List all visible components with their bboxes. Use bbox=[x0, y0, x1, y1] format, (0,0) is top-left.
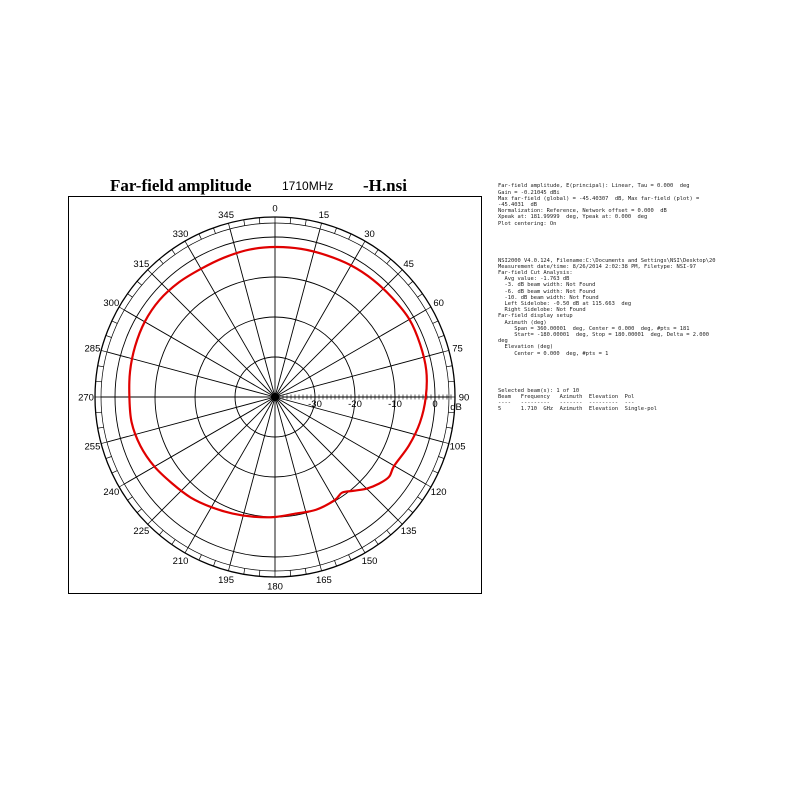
angle-tick-label: 285 bbox=[84, 343, 101, 355]
polar-chart bbox=[68, 196, 482, 594]
db-tick-label: -20 bbox=[348, 399, 362, 410]
radial-unit-label: dB bbox=[450, 402, 462, 413]
info-line: Gain = -0.21045 dBi bbox=[498, 189, 560, 196]
info-block-analysis bbox=[498, 258, 798, 357]
outer-tick bbox=[148, 520, 152, 524]
info-line: -6. dB beam width: Not Found bbox=[498, 288, 596, 295]
info-line: Start= -180.00001 deg, Stop = 180.00001 deg, Delta = 2.000 bbox=[498, 332, 709, 339]
title-file: -H.nsi bbox=[363, 176, 407, 195]
outer-tick bbox=[349, 555, 352, 560]
outer-tick bbox=[433, 321, 438, 324]
info-line: Measurement date/time: 8/26/2014 2:02:38 PM, Filetype: NSI-97 bbox=[498, 263, 696, 270]
outer-tick bbox=[128, 294, 133, 297]
info-block-summary bbox=[498, 183, 798, 226]
angle-tick-label: 105 bbox=[449, 441, 466, 453]
outer-tick bbox=[96, 381, 102, 382]
outer-tick bbox=[335, 228, 337, 234]
angle-tick-label: 90 bbox=[458, 392, 470, 404]
outer-tick bbox=[228, 223, 230, 229]
outer-tick bbox=[320, 565, 322, 571]
angle-tick-label: 150 bbox=[361, 556, 378, 568]
outer-tick bbox=[426, 307, 431, 310]
angle-tick-label: 225 bbox=[133, 526, 150, 538]
info-line: -10. dB beam width: Not Found bbox=[498, 294, 599, 301]
angle-tick-label: 75 bbox=[452, 343, 463, 355]
info-block-beams bbox=[498, 388, 798, 413]
angle-tick-label: 30 bbox=[364, 228, 375, 240]
outer-tick bbox=[159, 530, 163, 535]
outer-tick bbox=[362, 241, 365, 246]
outer-tick bbox=[172, 250, 175, 255]
outer-tick bbox=[398, 270, 402, 274]
outer-tick bbox=[101, 350, 107, 352]
outer-tick bbox=[98, 366, 104, 367]
outer-tick bbox=[259, 218, 260, 224]
angle-tick-label: 270 bbox=[78, 392, 94, 404]
info-line: Far-field display setup bbox=[498, 313, 573, 320]
info-line: deg bbox=[498, 338, 508, 345]
outer-tick bbox=[418, 497, 423, 500]
angle-tick-label: 210 bbox=[172, 556, 189, 568]
angle-tick-label: 300 bbox=[103, 298, 120, 309]
angle-tick-label: 165 bbox=[315, 575, 332, 587]
outer-tick bbox=[185, 548, 188, 553]
angle-tick-label: 240 bbox=[103, 487, 120, 498]
outer-tick bbox=[128, 497, 133, 500]
info-line: Left Sidelobe: -0.50 dB at 115.663 deg bbox=[498, 301, 632, 308]
outer-tick bbox=[112, 321, 117, 324]
db-tick-label: 0 bbox=[432, 399, 438, 410]
outer-tick bbox=[119, 484, 124, 487]
outer-tick bbox=[112, 471, 117, 474]
spoke-line bbox=[275, 274, 398, 397]
polar-grid bbox=[95, 217, 455, 577]
spoke-line bbox=[152, 274, 275, 397]
outer-tick bbox=[448, 381, 454, 382]
outer-tick bbox=[320, 223, 322, 229]
info-line: Beam Frequency Azimuth Elevation Pol bbox=[498, 393, 635, 400]
angle-tick-label: 120 bbox=[430, 487, 447, 498]
info-line: Azimuth (deg) bbox=[498, 319, 547, 326]
spoke-line bbox=[275, 246, 362, 397]
outer-tick bbox=[148, 270, 152, 274]
outer-tick bbox=[439, 335, 445, 337]
info-line: Max far-field (global) = -45.40307 dB, Max far-field (plot) = bbox=[498, 195, 700, 202]
info-line: Selected beam(s): 1 of 10 bbox=[498, 387, 580, 394]
angle-tick-label: 0 bbox=[272, 203, 278, 215]
outer-tick bbox=[106, 335, 112, 337]
spoke-line bbox=[124, 397, 275, 484]
outer-tick bbox=[290, 570, 291, 576]
outer-tick bbox=[199, 234, 202, 239]
outer-tick bbox=[335, 561, 337, 567]
spoke-line bbox=[275, 310, 426, 397]
outer-tick bbox=[439, 457, 445, 459]
outer-tick bbox=[418, 294, 423, 297]
outer-tick bbox=[259, 570, 260, 576]
outer-tick bbox=[408, 281, 413, 285]
angle-tick-label: 135 bbox=[400, 526, 417, 538]
outer-tick bbox=[96, 412, 102, 413]
angle-tick-label: 15 bbox=[318, 209, 330, 221]
outer-tick bbox=[305, 568, 306, 574]
info-panel bbox=[498, 171, 798, 419]
title-frequency: 1710MHz bbox=[282, 179, 334, 193]
spoke-line bbox=[275, 229, 320, 397]
outer-tick bbox=[119, 307, 124, 310]
outer-tick bbox=[375, 540, 378, 545]
outer-tick bbox=[199, 555, 202, 560]
outer-tick bbox=[349, 234, 352, 239]
info-line: -3. dB beam width: Not Found bbox=[498, 282, 596, 289]
outer-tick bbox=[101, 442, 107, 444]
outer-tick bbox=[172, 540, 175, 545]
outer-tick bbox=[362, 548, 365, 553]
title-main: Far-field amplitude bbox=[110, 176, 252, 195]
info-line: Far-field Cut Analysis: bbox=[498, 270, 573, 277]
chart-title bbox=[110, 176, 490, 198]
outer-tick bbox=[244, 220, 245, 226]
angle-tick-label: 180 bbox=[267, 581, 283, 593]
outer-tick bbox=[443, 350, 449, 352]
info-line: Center = 0.000 deg, #pts = 1 bbox=[498, 350, 609, 357]
angle-tick-label: 330 bbox=[172, 228, 189, 240]
info-line: Right Sidelobe: Not Found bbox=[498, 307, 586, 314]
info-line: 5 1.710 GHz Azimuth Elevation Single-pol bbox=[498, 406, 658, 413]
info-line: Normalization: Reference, Network offset = 0.000 dB bbox=[498, 208, 667, 215]
outer-tick bbox=[106, 457, 112, 459]
info-line: Plot centering: On bbox=[498, 220, 557, 227]
spoke-line bbox=[152, 397, 275, 520]
outer-tick bbox=[398, 520, 402, 524]
angle-tick-label: 60 bbox=[433, 298, 444, 309]
outer-tick bbox=[433, 471, 438, 474]
spoke-line bbox=[275, 397, 320, 565]
angle-tick-label: 255 bbox=[84, 441, 101, 453]
spoke-line bbox=[275, 397, 398, 520]
spoke-line bbox=[230, 397, 275, 565]
outer-tick bbox=[213, 561, 215, 567]
outer-tick bbox=[375, 250, 378, 255]
outer-tick bbox=[290, 218, 291, 224]
spoke-line bbox=[275, 352, 443, 397]
outer-tick bbox=[228, 565, 230, 571]
spoke-line bbox=[188, 397, 275, 548]
outer-tick bbox=[305, 220, 306, 226]
info-line: Elevation (deg) bbox=[498, 344, 554, 351]
outer-tick bbox=[213, 228, 215, 234]
info-line: Far-field amplitude, E(principal): Linear, Tau = 0.000 deg bbox=[498, 183, 690, 190]
angle-tick-label: 315 bbox=[133, 258, 150, 270]
info-line: Span = 360.00001 deg, Center = 0.000 deg, #pts = 181 bbox=[498, 325, 690, 332]
db-tick-label: -10 bbox=[388, 399, 402, 410]
info-line: ---- --------- ------- --------- --- bbox=[498, 400, 635, 407]
outer-tick bbox=[98, 427, 104, 428]
outer-tick bbox=[244, 568, 245, 574]
info-line: -45.4031 dB bbox=[498, 202, 537, 209]
spoke-line bbox=[275, 397, 426, 484]
spoke-line bbox=[124, 310, 275, 397]
angle-tick-label: 345 bbox=[218, 209, 235, 221]
outer-tick bbox=[159, 259, 163, 264]
info-line: Xpeak at: 181.99999 deg, Ypeak at: 0.000 deg bbox=[498, 214, 648, 221]
spoke-line bbox=[275, 397, 362, 548]
outer-tick bbox=[137, 509, 142, 513]
outer-tick bbox=[387, 259, 391, 264]
angle-tick-label: 45 bbox=[403, 258, 414, 270]
outer-tick bbox=[446, 366, 452, 367]
outer-tick bbox=[137, 281, 142, 285]
outer-tick bbox=[443, 442, 449, 444]
outer-tick bbox=[408, 509, 413, 513]
info-line: Avg value: -1.763 dB bbox=[498, 276, 570, 283]
angle-tick-label: 195 bbox=[218, 575, 235, 587]
outer-tick bbox=[387, 530, 391, 535]
info-line: NSI2000 V4.0.124, Filename:C:\Documents and Settings\NSI\Desktop\20 bbox=[498, 257, 716, 264]
outer-tick bbox=[185, 241, 188, 246]
db-tick-label: -30 bbox=[308, 399, 322, 410]
outer-tick bbox=[446, 427, 452, 428]
